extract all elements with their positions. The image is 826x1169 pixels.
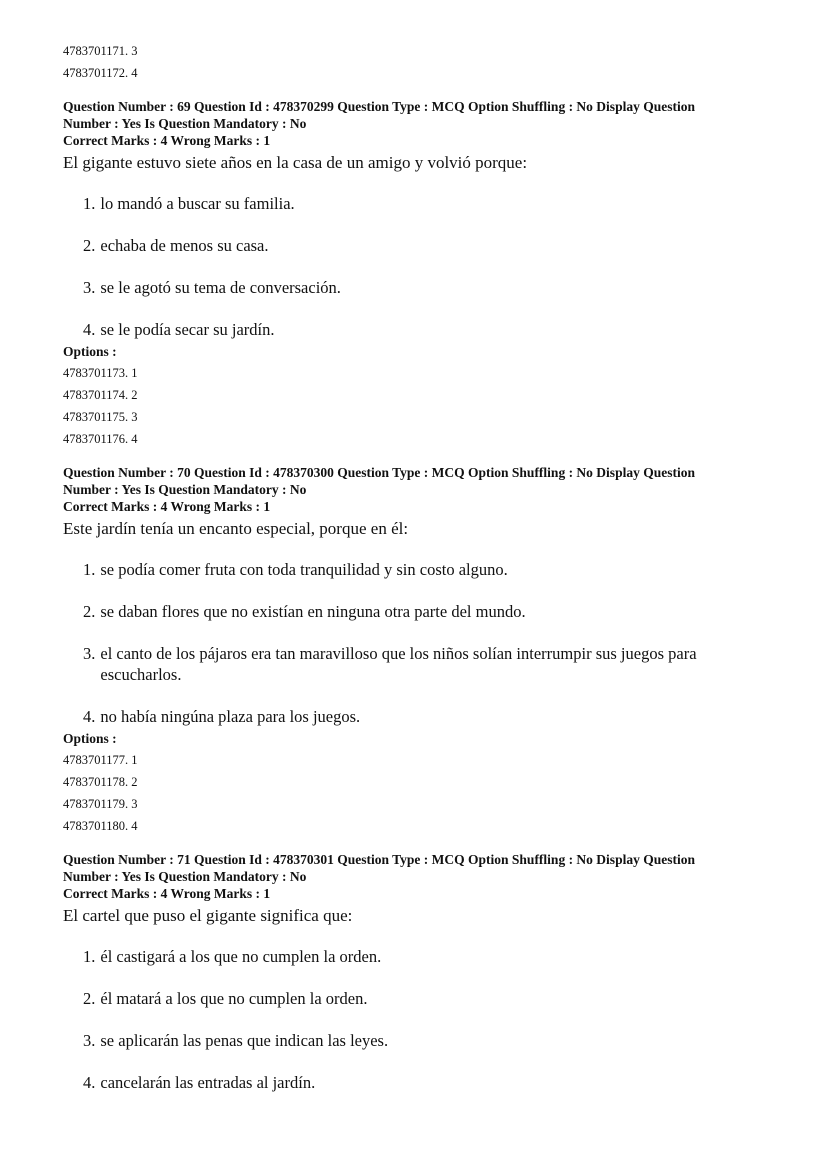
choice-number: 3. [83,278,96,297]
choice-text: se le podía secar su jardín. [100,320,275,339]
answer-choice [63,706,773,727]
question-header [63,464,773,515]
choice-text: lo mandó a buscar su familia. [100,194,295,213]
choice-text: el canto de los pájaros era tan maravilloso que los niños solían interrumpir sus juegos para escucharlos. [100,644,697,684]
previous-option-ids [63,40,773,84]
question-text: Este jardín tenía un encanto especial, porque en él: [63,519,409,538]
choice-number: 1. [83,194,96,213]
answer-choice [63,1030,773,1051]
question-meta-line: Number : Yes Is Question Mandatory : No [63,482,307,497]
answer-choices [63,946,773,1093]
choice-text: él castigará a los que no cumplen la orden. [100,947,382,966]
choice-text: se aplicarán las penas que indican las leyes. [100,1031,389,1050]
answer-choice [63,643,773,685]
option-id: 4783701179. 3 [63,797,138,811]
choice-text: él matará a los que no cumplen la orden. [100,989,368,1008]
choice-number: 2. [83,989,96,1008]
answer-choice [63,319,773,340]
option-id: 4783701173. 1 [63,366,138,380]
question-meta-line: Question Number : 71 Question Id : 478370301 Question Type : MCQ Option Shuffling : No Display Question [63,852,695,867]
question-meta-line: Question Number : 69 Question Id : 478370299 Question Type : MCQ Option Shuffling : No Display Question [63,99,695,114]
option-id: 4783701171. 3 [63,44,138,58]
document-page [63,40,773,1093]
option-id: 4783701178. 2 [63,775,138,789]
option-id: 4783701176. 4 [63,432,138,446]
question-block-70 [63,464,773,837]
answer-choice [63,193,773,214]
options-label: Options : [63,731,117,746]
choice-number: 2. [83,602,96,621]
question-text: El cartel que puso el gigante significa que: [63,906,353,925]
choice-text: se daban flores que no existían en ninguna otra parte del mundo. [100,602,526,621]
choice-number: 4. [83,1073,96,1092]
options-label: Options : [63,344,117,359]
option-id: 4783701177. 1 [63,753,138,767]
answer-choice [63,946,773,967]
answer-choice [63,235,773,256]
question-header [63,98,773,149]
question-marks: Correct Marks : 4 Wrong Marks : 1 [63,499,271,514]
choice-text: cancelarán las entradas al jardín. [100,1073,316,1092]
choice-number: 1. [83,560,96,579]
question-block-69 [63,98,773,450]
choice-number: 3. [83,644,96,663]
option-id-list [63,362,773,450]
question-text: El gigante estuvo siete años en la casa de un amigo y volvió porque: [63,153,528,172]
question-marks: Correct Marks : 4 Wrong Marks : 1 [63,133,271,148]
choice-number: 3. [83,1031,96,1050]
choice-text: echaba de menos su casa. [100,236,269,255]
answer-choice [63,1072,773,1093]
answer-choices [63,193,773,340]
answer-choice [63,277,773,298]
choice-number: 2. [83,236,96,255]
question-meta-line: Number : Yes Is Question Mandatory : No [63,869,307,884]
option-id: 4783701175. 3 [63,410,138,424]
choice-number: 4. [83,320,96,339]
question-marks: Correct Marks : 4 Wrong Marks : 1 [63,886,271,901]
option-id-list [63,749,773,837]
answer-choice [63,559,773,580]
answer-choices [63,559,773,727]
answer-choice [63,601,773,622]
choice-text: no había ningúna plaza para los juegos. [100,707,361,726]
question-meta-line: Question Number : 70 Question Id : 478370300 Question Type : MCQ Option Shuffling : No Display Question [63,465,695,480]
option-id: 4783701180. 4 [63,819,138,833]
choice-text: se podía comer fruta con toda tranquilidad y sin costo alguno. [100,560,508,579]
question-block-71 [63,851,773,1093]
option-id: 4783701172. 4 [63,66,138,80]
question-header [63,851,773,902]
choice-number: 4. [83,707,96,726]
choice-number: 1. [83,947,96,966]
question-meta-line: Number : Yes Is Question Mandatory : No [63,116,307,131]
option-id: 4783701174. 2 [63,388,138,402]
choice-text: se le agotó su tema de conversación. [100,278,341,297]
answer-choice [63,988,773,1009]
